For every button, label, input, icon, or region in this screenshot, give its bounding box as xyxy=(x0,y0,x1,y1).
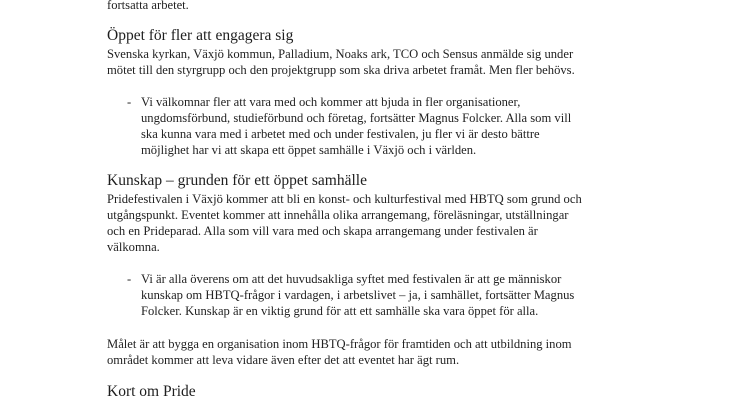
paragraph-line: och en Prideparad. Alla som vill vara med och skapa arrangemang under festivalen är xyxy=(107,224,538,238)
paragraph-line: Svenska kyrkan, Växjö kommun, Palladium, Noaks ark, TCO och Sensus anmälde sig under xyxy=(107,47,574,61)
paragraph-line: Målet är att bygga en organisation inom HBTQ-frågor för framtiden och att utbildning inom xyxy=(107,337,572,351)
section-heading-knowledge: Kunskap – grunden för ett öppet samhälle xyxy=(107,172,367,189)
bullet-line: kunskap om HBTQ-frågor i vardagen, i arbetslivet – ja, i samhället, fortsätter Magnus xyxy=(141,288,575,302)
bullet-line: ska kunna vara med i arbetet med och under festivalen, ju fler vi är desto bättre xyxy=(141,127,540,141)
bullet-line: ungdomsförbund, studieförbund och företag, fortsätter Magnus Folcker. Alla som vill xyxy=(141,111,572,125)
section-heading-about-pride: Kort om Pride xyxy=(107,383,196,400)
bullet-line: Vi är alla överens om att det huvudsakliga syftet med festivalen är att ge människor xyxy=(141,272,562,286)
paragraph-line: utgångspunkt. Eventet kommer att innehålla olika arrangemang, föreläsningar, utställningar xyxy=(107,208,569,222)
section-heading-open: Öppet för fler att engagera sig xyxy=(107,27,294,44)
paragraph-line: Pridefestivalen i Växjö kommer att bli en konst- och kulturfestival med HBTQ som grund och xyxy=(107,192,582,206)
bullet-dash: - xyxy=(127,272,132,286)
bullet-dash: - xyxy=(127,95,132,109)
paragraph-line: området kommer att leva vidare även efter det att eventet har ägt rum. xyxy=(107,353,460,367)
bullet-line: Folcker. Kunskap är en viktig grund för att ett samhälle ska vara öppet för alla. xyxy=(141,304,539,318)
paragraph-line: mötet till den styrgrupp och den projektgrupp som ska driva arbetet framåt. Men fler behövs. xyxy=(107,63,575,77)
intro-tail: fortsatta arbetet. xyxy=(107,0,189,12)
bullet-line: Vi välkomnar fler att vara med och kommer att bjuda in fler organisationer, xyxy=(141,95,521,109)
paragraph-line: välkomna. xyxy=(107,240,160,254)
bullet-line: möjlighet har vi att skapa ett öppet samhälle i Växjö och i världen. xyxy=(141,143,477,157)
